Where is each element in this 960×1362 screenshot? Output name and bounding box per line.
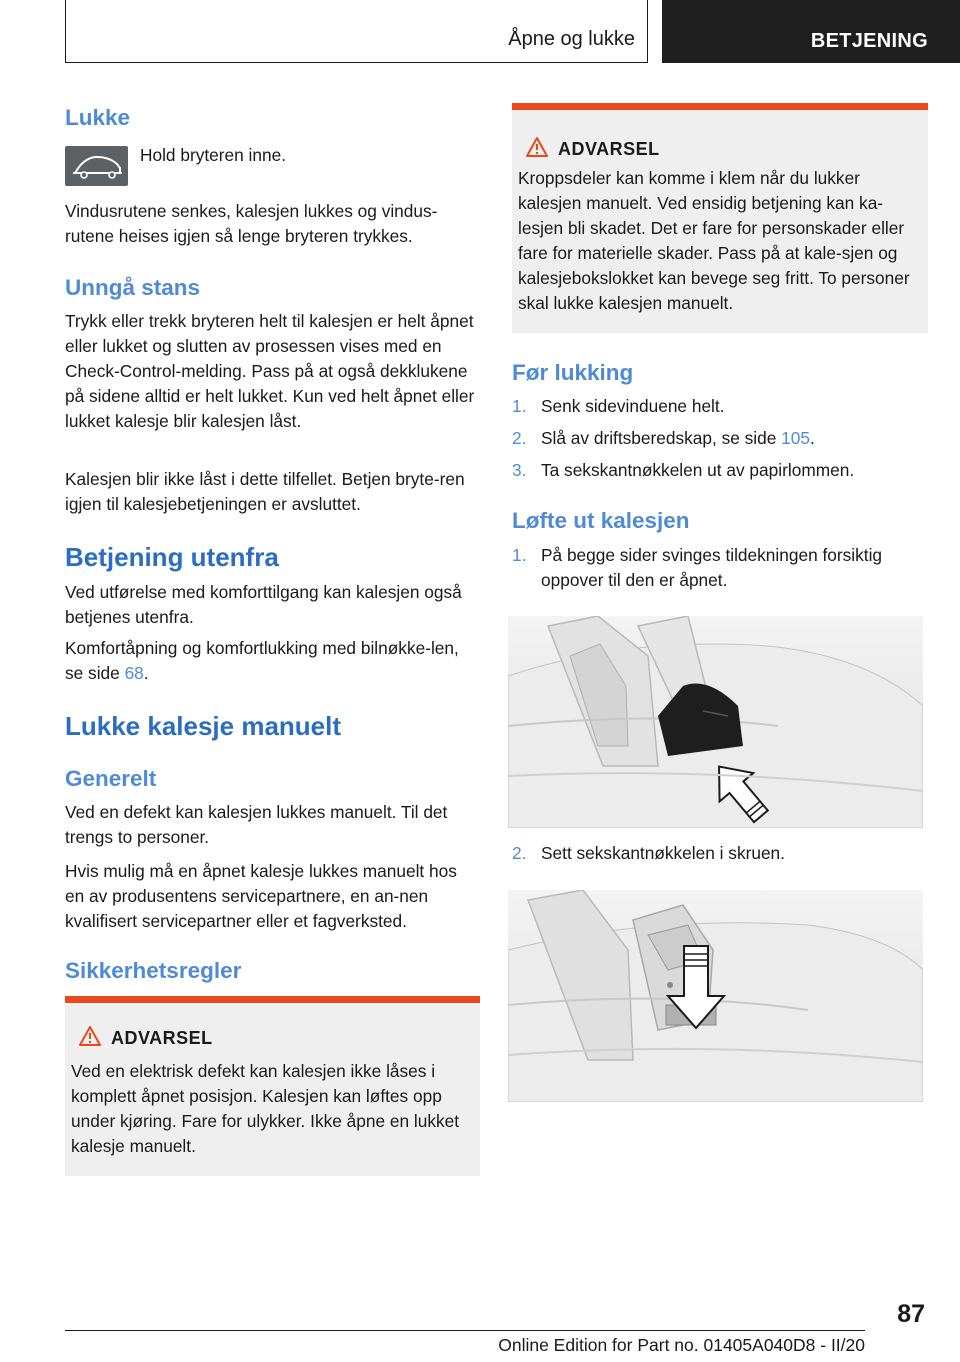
heading-lofte-ut-kalesjen: Løfte ut kalesjen: [512, 508, 690, 533]
warning-triangle-icon: [526, 136, 548, 158]
footer-edition: Online Edition for Part no. 01405A040D8 - II/20: [498, 1335, 865, 1355]
heading-unnga-stans: Unngå stans: [65, 275, 201, 300]
warning-box-right: [512, 103, 928, 333]
utenfra-paragraph-2: [65, 636, 480, 686]
list-number: 1.: [512, 396, 527, 416]
warning-text: Kroppsdeler kan komme i klem når du lukker kalesjen manuelt. Ved ensidig betjening kan ka-lesjen bli skadet. Det er fare for personskader eller fare for materielle skader. Pass på at kale-sjen og kalesjebokslokket kan bevege seg fritt. To personer skal lukke kalesjen manuelt.: [518, 168, 910, 313]
warning-box-left: [65, 996, 480, 1176]
list-text: [541, 394, 928, 419]
illustration-insert-hex-key: [508, 890, 923, 1102]
utenfra-paragraph-1: Ved utførelse med komforttilgang kan kalesjen også betjenes utenfra.: [65, 582, 462, 627]
list-text: På begge sider svinges tildekningen forsiktig oppover til den er åpnet.: [541, 545, 883, 590]
generelt-paragraph-1: Ved en defekt kan kalesjen lukkes manuelt. Til det trengs to personer.: [65, 802, 448, 847]
heading-betjening-utenfra: Betjening utenfra: [65, 542, 279, 572]
utenfra-p2-end: .: [143, 663, 149, 683]
list-text-part: Slå av driftsberedskap, se side: [541, 428, 782, 448]
page-link-105[interactable]: 105: [781, 428, 810, 448]
roof-switch-icon: [65, 146, 128, 186]
hold-switch-text: Hold bryteren inne.: [140, 145, 287, 165]
list-number: 2.: [512, 843, 527, 863]
unnga-paragraph-1: Trykk eller trekk bryteren helt til kalesjen er helt åpnet eller lukket og slutten av prosessen vises med en Check-Control-melding. Pass på at også dekklukene på sidene alltid er helt lukket. Kun ved helt åpnet eller lukket kalesje blir kalesjen låst.: [65, 311, 475, 431]
warning-text: Ved en elektrisk defekt kan kalesjen ikke låses i komplett åpnet posisjon. Kalesjen kan løftes opp under kjøring. Fare for ulykker. Ikke åpne en lukket kalesje manuelt.: [71, 1061, 460, 1156]
list-text: Sett sekskantnøkkelen i skruen.: [541, 843, 785, 863]
footer-divider: [65, 1330, 865, 1331]
header-chapter-tab: [662, 0, 960, 63]
heading-generelt: Generelt: [65, 766, 157, 791]
warning-title: ADVARSEL: [111, 1028, 213, 1048]
header-chapter-label: BETJENING: [810, 30, 928, 52]
list-text: [541, 458, 928, 483]
heading-lukke-kalesje-manuelt: Lukke kalesje manuelt: [65, 711, 342, 741]
lukke-description: Vindusrutene senkes, kalesjen lukkes og vindus-rutene heises igjen så lenge bryteren trykkes.: [65, 201, 438, 246]
list-number: 3.: [512, 460, 527, 480]
page-number: 87: [897, 1300, 925, 1328]
list-number: 1.: [512, 545, 527, 565]
generelt-paragraph-2: Hvis mulig må en åpnet kalesje lukkes manuelt hos en av produsentens servicepartnere, en an-nen kvalifisert servicepartner eller et fagverksted.: [65, 861, 457, 931]
page-link-68[interactable]: 68: [124, 663, 144, 683]
heading-for-lukking: Før lukking: [512, 360, 634, 385]
list-text-part: Ta sekskantnøkkelen ut av papirlommen.: [541, 460, 855, 480]
list-text-part: Senk sidevinduene helt.: [541, 396, 725, 416]
illustration-open-cover: [508, 616, 923, 828]
warning-title: ADVARSEL: [558, 139, 660, 159]
heading-lukke: Lukke: [65, 105, 131, 130]
unnga-paragraph-2: Kalesjen blir ikke låst i dette tilfellet. Betjen bryte-ren igjen til kalesjebetjeningen er avsluttet.: [65, 469, 465, 514]
header-section-title: Åpne og lukke: [508, 28, 635, 50]
list-text-end: .: [809, 428, 815, 448]
list-number: 2.: [512, 428, 527, 448]
heading-sikkerhetsregler: Sikkerhetsregler: [65, 958, 242, 983]
warning-triangle-icon: [79, 1025, 101, 1047]
utenfra-p2-text: Komfortåpning og komfortlukking med bilnøkke-len, se side: [65, 638, 459, 683]
list-text: [541, 426, 928, 451]
